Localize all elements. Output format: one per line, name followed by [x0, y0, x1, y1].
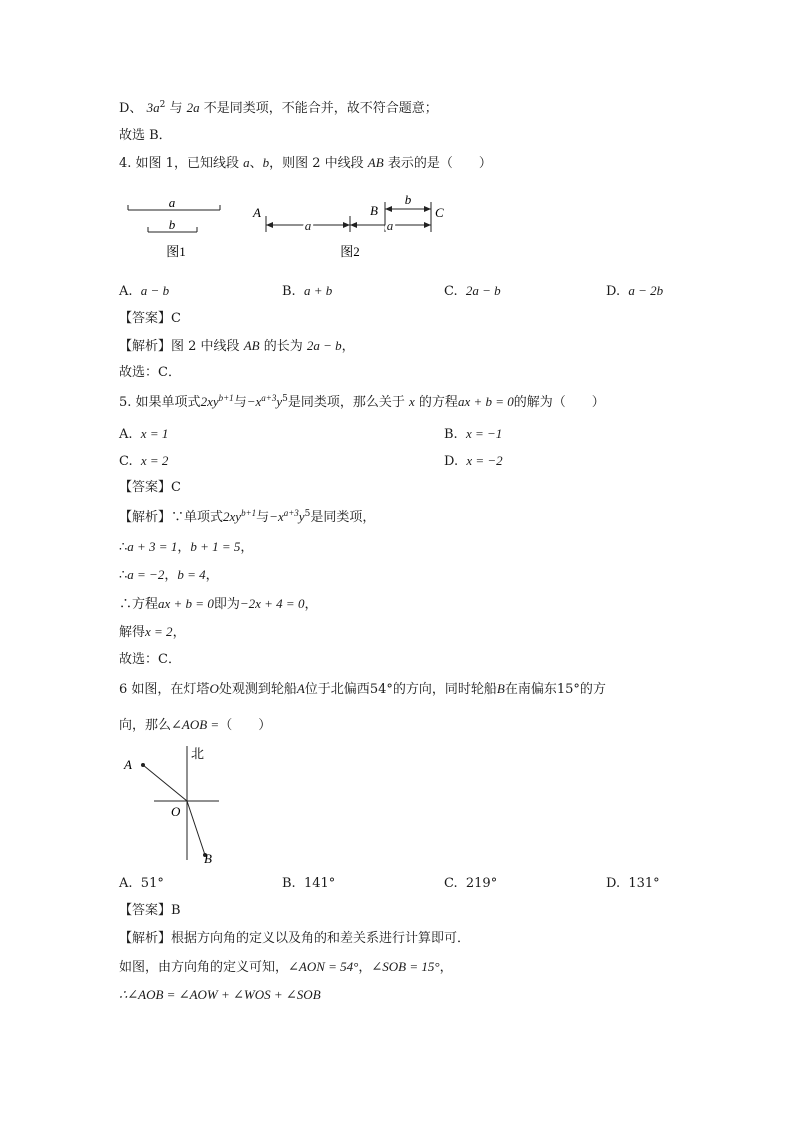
- monomial-2-exp1: a+3: [261, 393, 277, 403]
- option-expr: 219°: [465, 876, 498, 891]
- fig2-label-A: A: [253, 205, 261, 220]
- q5-step-2: [119, 566, 219, 585]
- step-expr: a + 3 = 1: [127, 539, 178, 554]
- option-expr: 131°: [628, 876, 660, 891]
- step-expr: b = 4: [177, 567, 206, 582]
- q4-sep: 、: [249, 156, 263, 171]
- analysis-angle-sum: ∴∠AOB = ∠AOW + ∠WOS + ∠SOB: [119, 987, 321, 1002]
- option-d-reason: 不是同类项，不能合并，故不符合题意；: [203, 101, 438, 116]
- q6-text: 的方: [579, 682, 606, 697]
- fig1-label-a: a: [168, 196, 176, 210]
- term2-coef: 2: [186, 100, 194, 115]
- step-text: 解得: [119, 625, 146, 640]
- q4-option-c[interactable]: [444, 282, 501, 301]
- q6-angle-1: 54°: [369, 682, 393, 697]
- fig2-label-a2: a: [386, 218, 394, 233]
- q6-fig-label-b: B: [204, 851, 212, 866]
- fig2-caption: 图2: [340, 244, 360, 259]
- term1-var: a: [153, 100, 160, 115]
- q4-number: 4.: [119, 156, 132, 171]
- analysis-label: 【解析】: [119, 510, 172, 525]
- option-letter: B.: [282, 284, 296, 299]
- option-letter: B.: [282, 876, 296, 891]
- q6-stem-line-2: [119, 716, 271, 735]
- analysis-segment: AB: [243, 338, 260, 353]
- q6-option-c[interactable]: [444, 875, 497, 893]
- answer-label: 【答案】: [119, 480, 172, 495]
- q6-point-b: B: [496, 681, 505, 696]
- step-text: 即为: [213, 597, 240, 612]
- q5-text: 的解为（ ）: [513, 395, 605, 410]
- step-end: ，: [240, 540, 254, 555]
- q4-segment-ab: AB: [367, 155, 384, 170]
- q5-answer: [119, 479, 181, 497]
- q5-step-3: [119, 595, 317, 614]
- option-letter: C.: [444, 876, 458, 891]
- q5-connector: 与: [233, 395, 247, 410]
- q6-number: 6: [119, 682, 128, 697]
- option-letter: D.: [606, 284, 621, 299]
- analysis-text: 的长为: [263, 339, 303, 354]
- q6-text: （ ）: [219, 718, 272, 733]
- analysis-end: ，: [439, 960, 453, 975]
- q6-point-o: O: [209, 681, 219, 696]
- monomial-2-y: y: [276, 394, 283, 409]
- analysis-text: 是同类项，: [310, 510, 376, 525]
- option-expr: a + b: [303, 283, 333, 298]
- monomial-1-exp: b+1: [241, 508, 257, 518]
- monomial-2-y: y: [298, 509, 305, 524]
- q6-answer: [119, 902, 181, 920]
- q4-answer: [119, 310, 181, 328]
- monomial-1: 2xy: [200, 394, 219, 409]
- q4-stem: [119, 154, 492, 173]
- term2-var: a: [193, 100, 200, 115]
- q5-conclusion: 故选：C．: [119, 652, 181, 667]
- q5-analysis: [119, 508, 375, 527]
- option-letter: C.: [444, 284, 458, 299]
- q6-analysis: [119, 930, 470, 948]
- fig1-label-b: b: [168, 217, 176, 232]
- option-letter: A.: [119, 427, 133, 442]
- monomial-1-exp: b+1: [218, 393, 234, 403]
- fig2-label-C: C: [435, 205, 444, 220]
- step-expr: b + 1 = 5: [190, 539, 241, 554]
- monomial-2-exp2: 5: [282, 394, 288, 404]
- analysis-text: 图 2 中线段: [171, 339, 240, 354]
- q6-text: 在南偏东: [504, 682, 557, 697]
- step-expr: −2x + 4 = 0: [239, 596, 305, 611]
- option-expr: x = −1: [465, 426, 503, 441]
- q5-solve: [119, 623, 186, 642]
- q6-angle-2: 15°: [556, 682, 580, 697]
- answer-value: C: [171, 311, 181, 326]
- q6-stem-line-1: [119, 680, 606, 699]
- step-end: ，: [304, 597, 318, 612]
- step-expr: x = 2: [145, 624, 173, 639]
- option-letter: D.: [444, 454, 459, 469]
- analysis-text: 如图，由方向角的定义可知，: [119, 960, 289, 975]
- q6-text: 位于北偏西: [304, 682, 370, 697]
- q4-option-b[interactable]: [282, 282, 332, 301]
- therefore-symbol: ∴: [119, 568, 128, 583]
- q6-fig-label-north: 北: [191, 746, 205, 761]
- q4-text: 表示的是（ ）: [387, 156, 492, 171]
- step-expr: ax + b = 0: [158, 596, 214, 611]
- q6-fig-label-a: A: [124, 757, 132, 772]
- q5-option-d[interactable]: [444, 452, 503, 471]
- q5-option-a[interactable]: [119, 425, 168, 444]
- q6-angle-expr: ∠AOB =: [171, 717, 220, 732]
- analysis-sep: ，: [358, 960, 372, 975]
- connector: 与: [169, 101, 183, 116]
- option-expr: x = 1: [140, 426, 169, 441]
- answer-value: C: [171, 480, 181, 495]
- q4-var-b: b: [262, 155, 270, 170]
- q6-text: 如图，在灯塔: [131, 682, 210, 697]
- option-expr: a − b: [140, 283, 170, 298]
- monomial-2-exp2: 5: [304, 509, 311, 519]
- q6-analysis-line-3: [119, 986, 321, 1005]
- option-letter: C.: [119, 454, 133, 469]
- step-sep: ，: [177, 540, 191, 555]
- term1-exp: 2: [159, 100, 166, 110]
- monomial-2-x: −x: [246, 394, 262, 409]
- answer-value: B: [171, 903, 181, 918]
- q5-text: 的方程: [418, 395, 458, 410]
- fig2-label-B: B: [370, 203, 378, 218]
- q4-figure-1: [122, 196, 232, 266]
- q5-number: 5.: [119, 395, 132, 410]
- analysis-label: 【解析】: [119, 339, 172, 354]
- q6-point-a: A: [296, 681, 305, 696]
- q6-fig-label-o: O: [171, 804, 181, 819]
- q5-var-x: x: [409, 394, 415, 409]
- q4-option-a[interactable]: [119, 282, 169, 301]
- q6-option-b[interactable]: [282, 875, 335, 893]
- analysis-text: ∵单项式: [171, 510, 224, 525]
- q6-option-a[interactable]: [119, 875, 164, 893]
- monomial-2-x: −x: [269, 509, 284, 524]
- step-expr: a = −2: [127, 567, 165, 582]
- option-letter: D.: [606, 876, 621, 891]
- fig2-label-b: b: [404, 192, 412, 207]
- q4-text: 如图 1，已知线段: [135, 156, 239, 171]
- q4-var-a: a: [243, 155, 250, 170]
- q6-option-d[interactable]: [606, 875, 660, 893]
- q5-text: 如果单项式: [135, 395, 201, 410]
- step-end: ，: [205, 568, 219, 583]
- analysis-text: 根据方向角的定义以及角的和差关系进行计算即可．: [171, 931, 471, 946]
- q4-analysis: [119, 337, 355, 356]
- choose-b-line: 故选 B．: [119, 128, 172, 143]
- q4-text: ，则图 2 中线段: [269, 156, 364, 171]
- q5-option-c[interactable]: [119, 452, 168, 471]
- q5-text: 是同类项，那么关于: [287, 395, 405, 410]
- fig1-caption: 图1: [166, 244, 186, 259]
- q6-analysis-line-2: [119, 958, 453, 977]
- q5-step-1: [119, 538, 253, 557]
- therefore-symbol: ∴: [119, 540, 128, 555]
- step-sep: ，: [164, 568, 178, 583]
- q5-equation: ax + b = 0: [457, 394, 514, 409]
- step-text: ∴方程: [119, 597, 159, 612]
- analysis-expr: 2a − b: [306, 338, 342, 353]
- fig2-label-a1: a: [304, 218, 312, 233]
- q6-text: 的方向，同时轮船: [392, 682, 497, 697]
- option-letter: A.: [119, 876, 133, 891]
- option-expr: x = 2: [140, 453, 169, 468]
- q4-figure-2: [250, 190, 460, 266]
- q6-text: 处观测到轮船: [218, 682, 297, 697]
- q5-option-b[interactable]: [444, 425, 502, 444]
- q6-figure: [120, 742, 230, 870]
- answer-label: 【答案】: [119, 903, 172, 918]
- term1-coef: 3: [146, 100, 154, 115]
- option-expr: a − 2b: [628, 283, 664, 298]
- step-end: ，: [172, 625, 186, 640]
- q6-text: 向，那么: [119, 718, 172, 733]
- monomial-1: 2xy: [223, 509, 242, 524]
- analysis-angle: ∠AON = 54°: [288, 959, 359, 974]
- option-d-prefix: D、: [119, 101, 143, 116]
- q4-option-d[interactable]: [606, 282, 663, 301]
- option-expr: x = −2: [466, 453, 503, 468]
- option-expr: 51°: [140, 876, 164, 891]
- option-letter: A.: [119, 284, 133, 299]
- analysis-punct: ，: [341, 339, 355, 354]
- analysis-label: 【解析】: [119, 931, 172, 946]
- option-expr: 141°: [303, 876, 336, 891]
- option-letter: B.: [444, 427, 458, 442]
- q4-conclusion: 故选：C．: [119, 365, 181, 380]
- option-d-explanation: [119, 99, 438, 118]
- monomial-2-exp1: a+3: [283, 508, 299, 518]
- option-expr: 2a − b: [465, 283, 501, 298]
- q5-stem: [119, 393, 605, 412]
- answer-label: 【答案】: [119, 311, 172, 326]
- analysis-angle: ∠SOB = 15°: [371, 959, 440, 974]
- analysis-connector: 与: [256, 510, 270, 525]
